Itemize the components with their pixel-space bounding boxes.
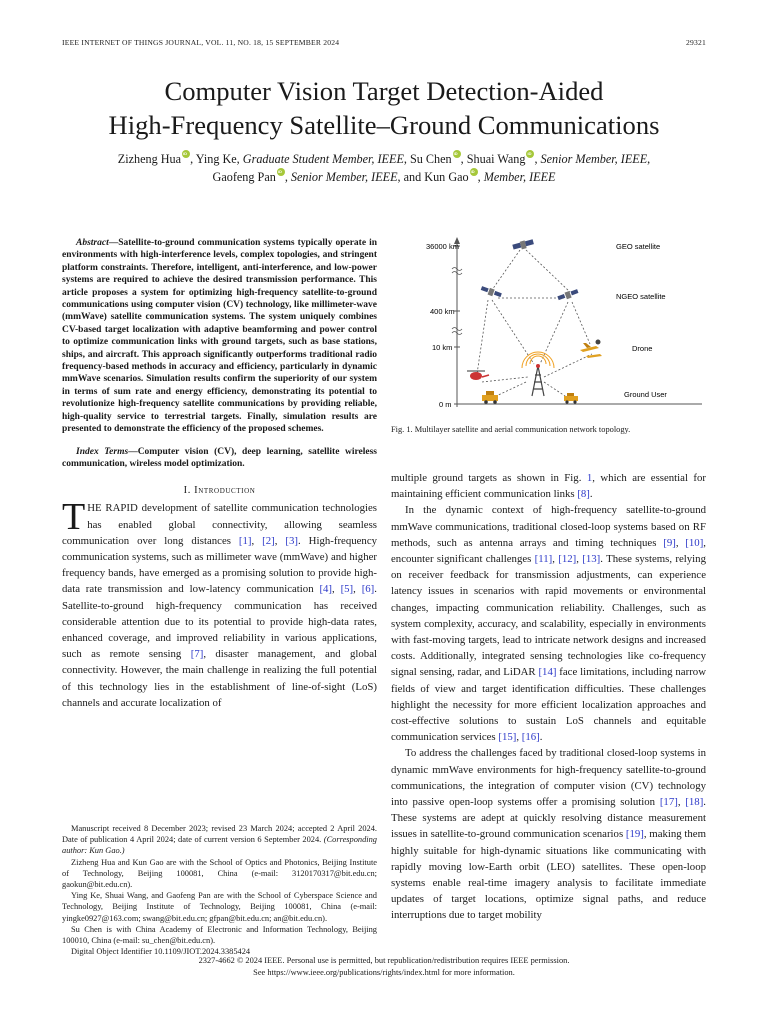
citation-link[interactable]: [18] (685, 796, 704, 809)
author-role: Graduate Student Member, IEEE (242, 152, 404, 166)
abstract-label: Abstract (76, 238, 109, 248)
running-header (62, 38, 706, 50)
index-terms-label: Index Terms (76, 446, 129, 457)
citation-link[interactable]: [15] (498, 731, 517, 744)
index-terms (62, 446, 377, 471)
intro-paragraph: THE RAPID development of satellite communication technologies has enabled global connectivity, allowing seamless communication over long distances [1], [2], [3]. High-frequency communication systems, such as millimeter wave (mmWave) and higher frequency bands, have emerged as a promising solution to provide high-data rate transmission and low-latency communication [4], [5], [6]. Satellite-to-ground high-frequency communication has received considerable attention due to its potential to provide high-data rates, enhanced coverage, and improved reliability in various applications, such as remote sensing [7], disaster management, and global connectivity. However, the main challenge in realizing the full potential of this technology lies in the establishment of line-of-sight (LoS) channels and accurate localization of (62, 496, 378, 709)
citation-link[interactable]: [2] (262, 534, 275, 547)
orcid-icon[interactable] (277, 168, 285, 176)
footnotes (62, 823, 377, 957)
citation-link[interactable]: [4] (319, 583, 333, 596)
drone-label: Drone (632, 344, 653, 353)
title-line-2: High-Frequency Satellite–Ground Communications (108, 110, 660, 140)
figure-link[interactable]: 1 (586, 472, 593, 484)
orcid-icon[interactable] (470, 168, 478, 176)
altitude-label: 400 km (430, 307, 455, 316)
author-name: and Kun Gao (403, 170, 469, 184)
drop-cap: T (62, 496, 86, 539)
drone-icon (580, 340, 602, 359)
footnote-doi: Digital Object Identifier 10.1109/JIOT.2024.3385424 (71, 947, 251, 957)
link-lines (477, 250, 592, 398)
citation-link[interactable]: [9] (663, 536, 676, 549)
citation-link[interactable]: [12] (558, 553, 577, 566)
author-name: Su Chen (409, 152, 452, 166)
left-column (62, 237, 377, 711)
ground-vehicle-icon (482, 391, 498, 404)
orcid-icon[interactable] (453, 150, 461, 158)
copyright-line: 2327-4662 © 2024 IEEE. Personal use is permitted, but republication/redistribution requires IEEE permission. (198, 956, 570, 965)
helicopter-icon (467, 371, 489, 380)
figure-network-topology (392, 232, 706, 412)
right-column (391, 470, 706, 924)
geo-satellite-label: GEO satellite (616, 242, 661, 251)
citation-link[interactable]: [8] (577, 488, 590, 501)
altitude-label: 36000 km (426, 242, 459, 251)
citation-link[interactable]: [14] (538, 666, 557, 679)
altitude-label: 10 km (432, 343, 453, 352)
altitude-label: 0 m (439, 400, 452, 409)
body-paragraph: multiple ground targets as shown in Fig. 1, which are essential for maintaining efficient communication links [8]. (391, 472, 706, 501)
index-terms-text: —Computer vision (CV), deep learning, satellite wireless communication, wireless model optimization. (62, 446, 377, 469)
journal-name: IEEE INTERNET OF THINGS JOURNAL, VOL. 11, NO. 18, 15 SEPTEMBER 2024 (62, 38, 340, 47)
footnote-manuscript: Manuscript received 8 December 2023; revised 23 March 2024; accepted 2 April 2024. Date of publication 4 April 2024; date of current version 6 September 2024. (Corresponding author: Kun Gao.) (62, 824, 377, 856)
author-role: Senior Member, IEEE (290, 170, 398, 184)
citation-link[interactable]: [3] (285, 534, 299, 547)
figure-caption: Fig. 1. Multilayer satellite and aerial communication network topology. (391, 425, 631, 434)
footnote-affiliation: Su Chen is with China Academy of Electronic and Information Technology, Beijing 100010, China (e-mail: su_chen@bit.edu.cn). (62, 924, 377, 946)
ground-user-label: Ground User (624, 390, 667, 399)
abstract-text: —Satellite-to-ground communication systems typically operate in environments with high-interference levels, complex topologies, and stringent platform constraints. Therefore, intelligent, anti-interference, and low-power systems are required to achieve the desired transmission performance. This article proposes a system for optimizing high-frequency satellite-to-ground communications using computer vision (CV) technology, like millimeter-wave (mmWave) satellite communication systems. The system uniquely combines CV-based target localization with adaptive beamforming and power control to optimize communication links with ground targets, such as base stations, ships, and aircraft. This approach significantly outperforms traditional radio frequency-based methods in accuracy and efficiency, particularly in dynamic mmWave scenarios. Simulation results confirm the superiority of our system in terms of sum rate and energy efficiency, demonstrating its potential to revolutionize high-frequency satellite communications by providing reliable, high-quality service to terrestrial targets. Finally, simulation results are presented to demonstrate the efficiency of the proposed schemes. (62, 238, 377, 435)
body-paragraph: To address the challenges faced by traditional closed-loop systems in dynamic mmWave environments for high-frequency satellite-to-ground communications, the integration of computer vision (CV) technology into passive open-loop systems offer a promising solution [17], [18]. These systems are adept at quickly resolving distance measurement issues in satellite-to-ground communication scenarios [19], making them highly suitable for high-dynamic situations like communicating with rapidly moving low-Earth orbit (LEO) satellites. These open-loop systems enable real-time imagery analysis to facilitate immediate updates of target locations, optimize signal paths, and reduce interruptions due to target mobility (391, 747, 707, 922)
topology-diagram (392, 232, 706, 412)
orcid-icon[interactable] (182, 150, 190, 158)
citation-link[interactable]: [16] (521, 731, 540, 744)
copyright-link[interactable]: See https://www.ieee.org/publications/rights/index.html for more information. (253, 967, 515, 977)
author-role: Senior Member, IEEE (540, 152, 648, 166)
title-line-1: Computer Vision Target Detection-Aided (164, 76, 604, 106)
base-station-icon (522, 352, 554, 396)
author-list: Zizheng HuaiD , Ying Ke, Graduate Student Member, IEEE, Su CheniD , Shuai WangiD , Senior Member, IEEE, Gaofeng PaniD , Senior Member, IEEE, and Kun GaoiD , Member, IEEE (50, 150, 718, 186)
paper-title (40, 74, 728, 142)
citation-link[interactable]: [5] (340, 583, 354, 596)
geo-satellite-icon (512, 239, 534, 249)
section-heading-introduction: I. Introduction (183, 485, 256, 497)
citation-link[interactable]: [7] (190, 648, 204, 661)
author-name: Zizheng Hua (117, 152, 182, 166)
ground-vehicle-icon (564, 393, 578, 404)
page-number: 29321 (686, 38, 706, 47)
copyright-notice (62, 955, 706, 978)
footnote-affiliation: Ying Ke, Shuai Wang, and Gaofeng Pan are with the School of Cyberspace Science and Technology, Beijing Institute of Technology, Beijing 100081, China (e-mail: yingke0927@163.com; swang@bit.edu.cn; gfpan@bit.edu.cn; an@bit.edu.cn). (62, 891, 377, 923)
citation-link[interactable]: [19] (625, 828, 644, 841)
citation-link[interactable]: [17] (659, 796, 678, 809)
footnote-affiliation: Zizheng Hua and Kun Gao are with the School of Optics and Photonics, Beijing Institute of Technology, Beijing 100081, China (e-mail: 3120170317@bit.edu.cn; gaokun@bit.edu.cn). (62, 857, 377, 890)
citation-link[interactable]: [11] (534, 553, 553, 566)
ngeo-satellite-label: NGEO satellite (616, 292, 666, 301)
ngeo-satellite-icon (557, 289, 578, 300)
author-name: Ying Ke, (195, 152, 243, 166)
author-name: Gaofeng Pan (212, 170, 276, 184)
citation-link[interactable]: [13] (582, 553, 601, 566)
author-role: Member, IEEE (483, 170, 556, 184)
citation-link[interactable]: [10] (685, 536, 704, 549)
ngeo-satellite-icon (481, 286, 502, 297)
orcid-icon[interactable] (526, 150, 534, 158)
citation-link[interactable]: [1] (238, 534, 252, 547)
body-paragraph: In the dynamic context of high-frequency satellite-to-ground mmWave communications, traditional closed-loop systems based on RF methods, such as antenna arrays and timing techniques [9], [10], encounter significant challenges [11], [12], [13]. These systems, relying on receiver feedback for transmission adjustments, can experience latency issues in scenarios with rapid movements or environmental changes, impacting communication reliability. Challenges, such as system complexity, accuracy, and scalability, especially in environments with fast-moving targets, lead to intricate network designs and increased costs. Additionally, integrated sensing technologies like co-frequency signal sensing, radar, and LiDAR [14] face limitations, including narrow fields of view and target identification difficulties. These challenges highlight the necessity for more efficient localization approaches and cost-effective solutions to sustain LoS channels and equitable communication services [15], [16]. (391, 504, 706, 744)
citation-link[interactable]: [6] (361, 583, 375, 596)
author-name: Shuai Wang (466, 152, 526, 166)
abstract (62, 237, 377, 436)
